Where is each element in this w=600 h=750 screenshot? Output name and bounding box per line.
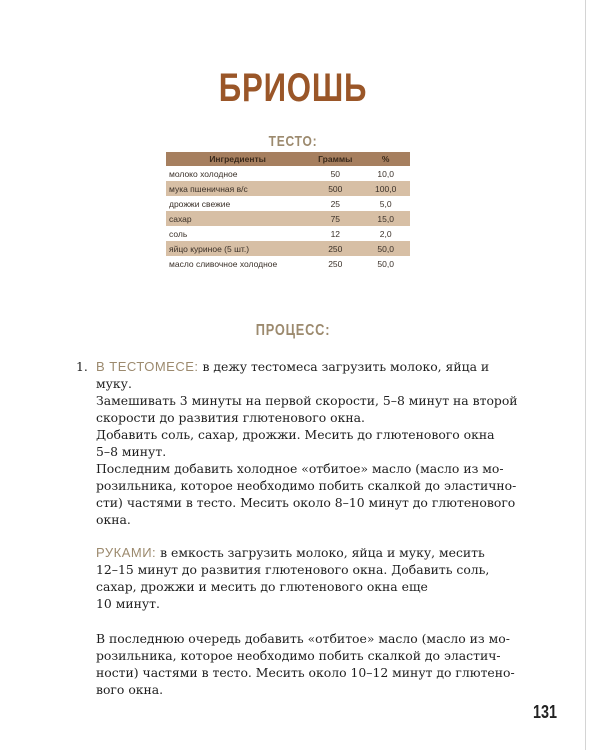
ingredient-percent: 2,0 (379, 228, 392, 239)
final-line: розильника, которое необходимо побить скалкой до эластич- (96, 648, 501, 663)
step-1-line: окна. (96, 512, 131, 527)
step-1-line: Добавить соль, сахар, дрожжи. Месить до глютенового окна (96, 427, 495, 442)
ingredient-grams: 50 (330, 168, 341, 179)
hands-paragraph (96, 544, 526, 612)
ingredient-grams: 500 (309, 181, 361, 196)
ingredient-percent: 15,0 (361, 211, 410, 226)
header-grams: Граммы (309, 152, 361, 166)
table-row (166, 196, 410, 211)
hands-line: сахар, дрожжи и месить до глютенового окна еще (96, 579, 428, 594)
ingredient-grams: 12 (330, 228, 341, 239)
ingredient-grams: 250 (309, 241, 361, 256)
hands-line: 10 минут. (96, 596, 160, 611)
dough-heading: ТЕСТО: (268, 133, 318, 150)
table-row (166, 226, 410, 241)
ingredient-percent: 10,0 (377, 168, 394, 179)
step-1-line: сти) частями в тесто. Месить около 8–10 минут до глютенового (96, 495, 516, 510)
hands-line: 12–15 минут до развития глютенового окна. Добавить соль, (96, 562, 490, 577)
step-1-line: В ТЕСТОМЕСЕ: в дежу тестомеса загрузить молоко, яйца и муку. (96, 359, 490, 391)
table-header-row (166, 152, 410, 166)
table-row (166, 211, 410, 226)
hands-lead: РУКАМИ: (96, 545, 157, 560)
step-1-line: розильника, которое необходимо побить скалкой до эластично- (96, 478, 517, 493)
final-line: ности) частями в тесто. Месить около 10–12 минут до глютено- (96, 665, 515, 680)
process-heading: ПРОЦЕСС: (255, 322, 331, 339)
page-number: 131 (533, 702, 558, 722)
ingredient-percent: 100,0 (361, 181, 410, 196)
step-1-line: Замешивать 3 минуты на первой скорости, 5–8 минут на второй (96, 393, 518, 408)
final-paragraph (96, 630, 526, 698)
ingredient-grams: 25 (330, 198, 341, 209)
process-steps (76, 358, 526, 698)
step-number: 1. (76, 359, 88, 374)
ingredient-percent: 50,0 (377, 258, 394, 269)
final-line: В последнюю очередь добавить «отбитое» масло (масло из мо- (96, 631, 510, 646)
step-1-line: Последним добавить холодное «отбитое» масло (масло из мо- (96, 461, 504, 476)
step-1-line: 5–8 минут. (96, 444, 167, 459)
step-1 (96, 358, 526, 698)
header-percent: % (361, 152, 410, 166)
ingredient-name: масло сливочное холодное (169, 258, 278, 269)
ingredient-name: дрожжи свежие (169, 198, 231, 209)
ingredient-percent: 5,0 (379, 198, 392, 209)
table-row (166, 181, 410, 196)
header-ingredients: Ингредиенты (166, 152, 309, 166)
recipe-title: БРИОШЬ (218, 66, 368, 110)
ingredient-name: мука пшеничная в/с (166, 181, 309, 196)
ingredient-grams: 250 (328, 258, 343, 269)
ingredient-name: соль (169, 228, 188, 239)
ingredient-name: молоко холодное (169, 168, 238, 179)
table-row (166, 166, 410, 181)
ingredient-name: яйцо куриное (5 шт.) (166, 241, 309, 256)
ingredients-table (166, 152, 410, 271)
ingredient-grams: 75 (309, 211, 361, 226)
step-1-line: скорости до развития глютенового окна. (96, 410, 365, 425)
table-row (166, 241, 410, 256)
mixer-lead: В ТЕСТОМЕСЕ: (96, 359, 199, 374)
table-row (166, 256, 410, 271)
hands-line: РУКАМИ: в емкость загрузить молоко, яйца и муку, месить (96, 545, 485, 560)
ingredient-name: сахар (166, 211, 309, 226)
final-line: вого окна. (96, 682, 164, 697)
ingredient-percent: 50,0 (361, 241, 410, 256)
